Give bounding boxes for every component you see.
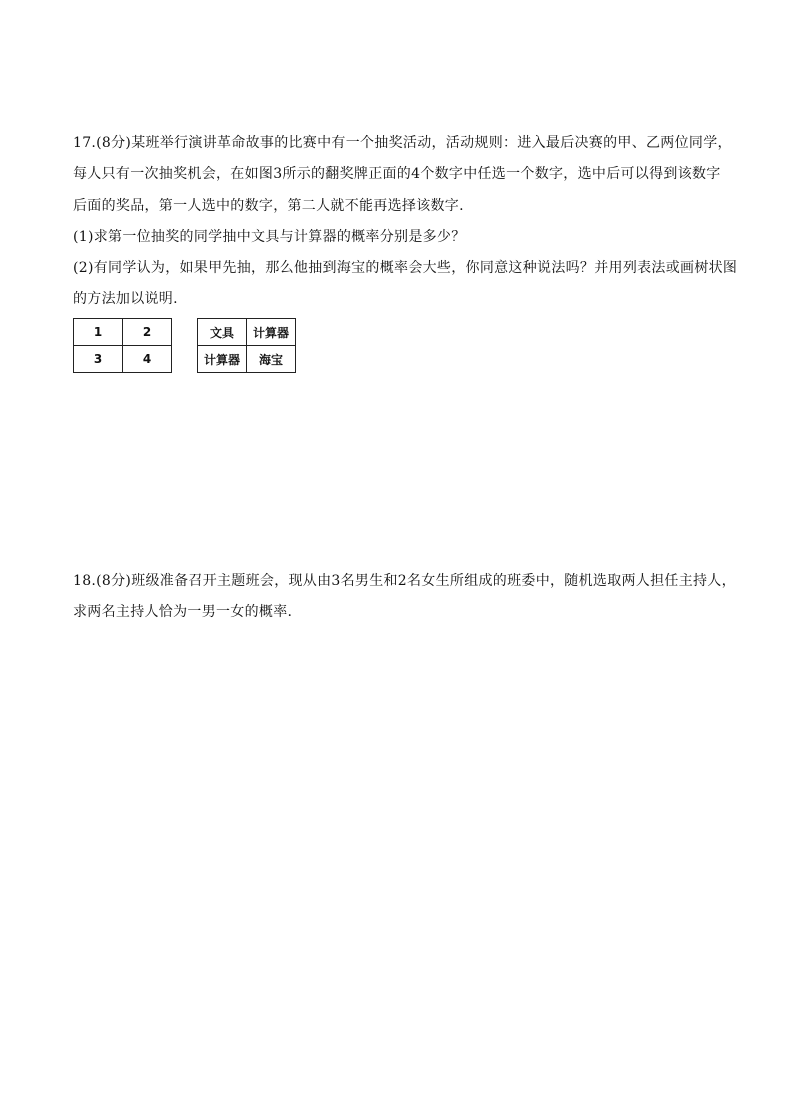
prize-card-cell: 计算器	[198, 346, 247, 373]
number-card-cell: 4	[123, 346, 172, 373]
prize-card-cell: 海宝	[247, 346, 296, 373]
q17-part-2-line-2: 的方法加以说明.	[73, 291, 178, 307]
q17-line-2: 每人只有一次抽奖机会，在如图3所示的翻奖牌正面的4个数字中任选一个数字，选中后可以得到该数字	[73, 166, 721, 182]
number-card-cell: 1	[74, 319, 123, 346]
prize-card-grid	[197, 318, 296, 373]
q17-line-1: 17.(8分)某班举行演讲革命故事的比赛中有一个抽奖活动，活动规则：进入最后决赛的甲、乙两位同学，	[73, 135, 732, 151]
number-card-cell: 3	[74, 346, 123, 373]
prize-card-cell: 计算器	[247, 319, 296, 346]
q18-line-1: 18.(8分)班级准备召开主题班会，现从由3名男生和2名女生所组成的班委中，随机选取两人担任主持人，	[73, 573, 736, 589]
prize-card-cell: 文具	[198, 319, 247, 346]
q17-line-3: 后面的奖品，第一人选中的数字，第二人就不能再选择该数字.	[73, 198, 464, 214]
q17-part-2-line-1: (2)有同学认为，如果甲先抽，那么他抽到海宝的概率会大些，你同意这种说法吗？并用列表法或画树状图	[73, 260, 738, 276]
q17-part-1: (1)求第一位抽奖的同学抽中文具与计算器的概率分别是多少？	[73, 229, 466, 245]
q18-line-2: 求两名主持人恰为一男一女的概率.	[73, 604, 293, 620]
number-card-cell: 2	[123, 319, 172, 346]
number-card-grid	[73, 318, 172, 373]
